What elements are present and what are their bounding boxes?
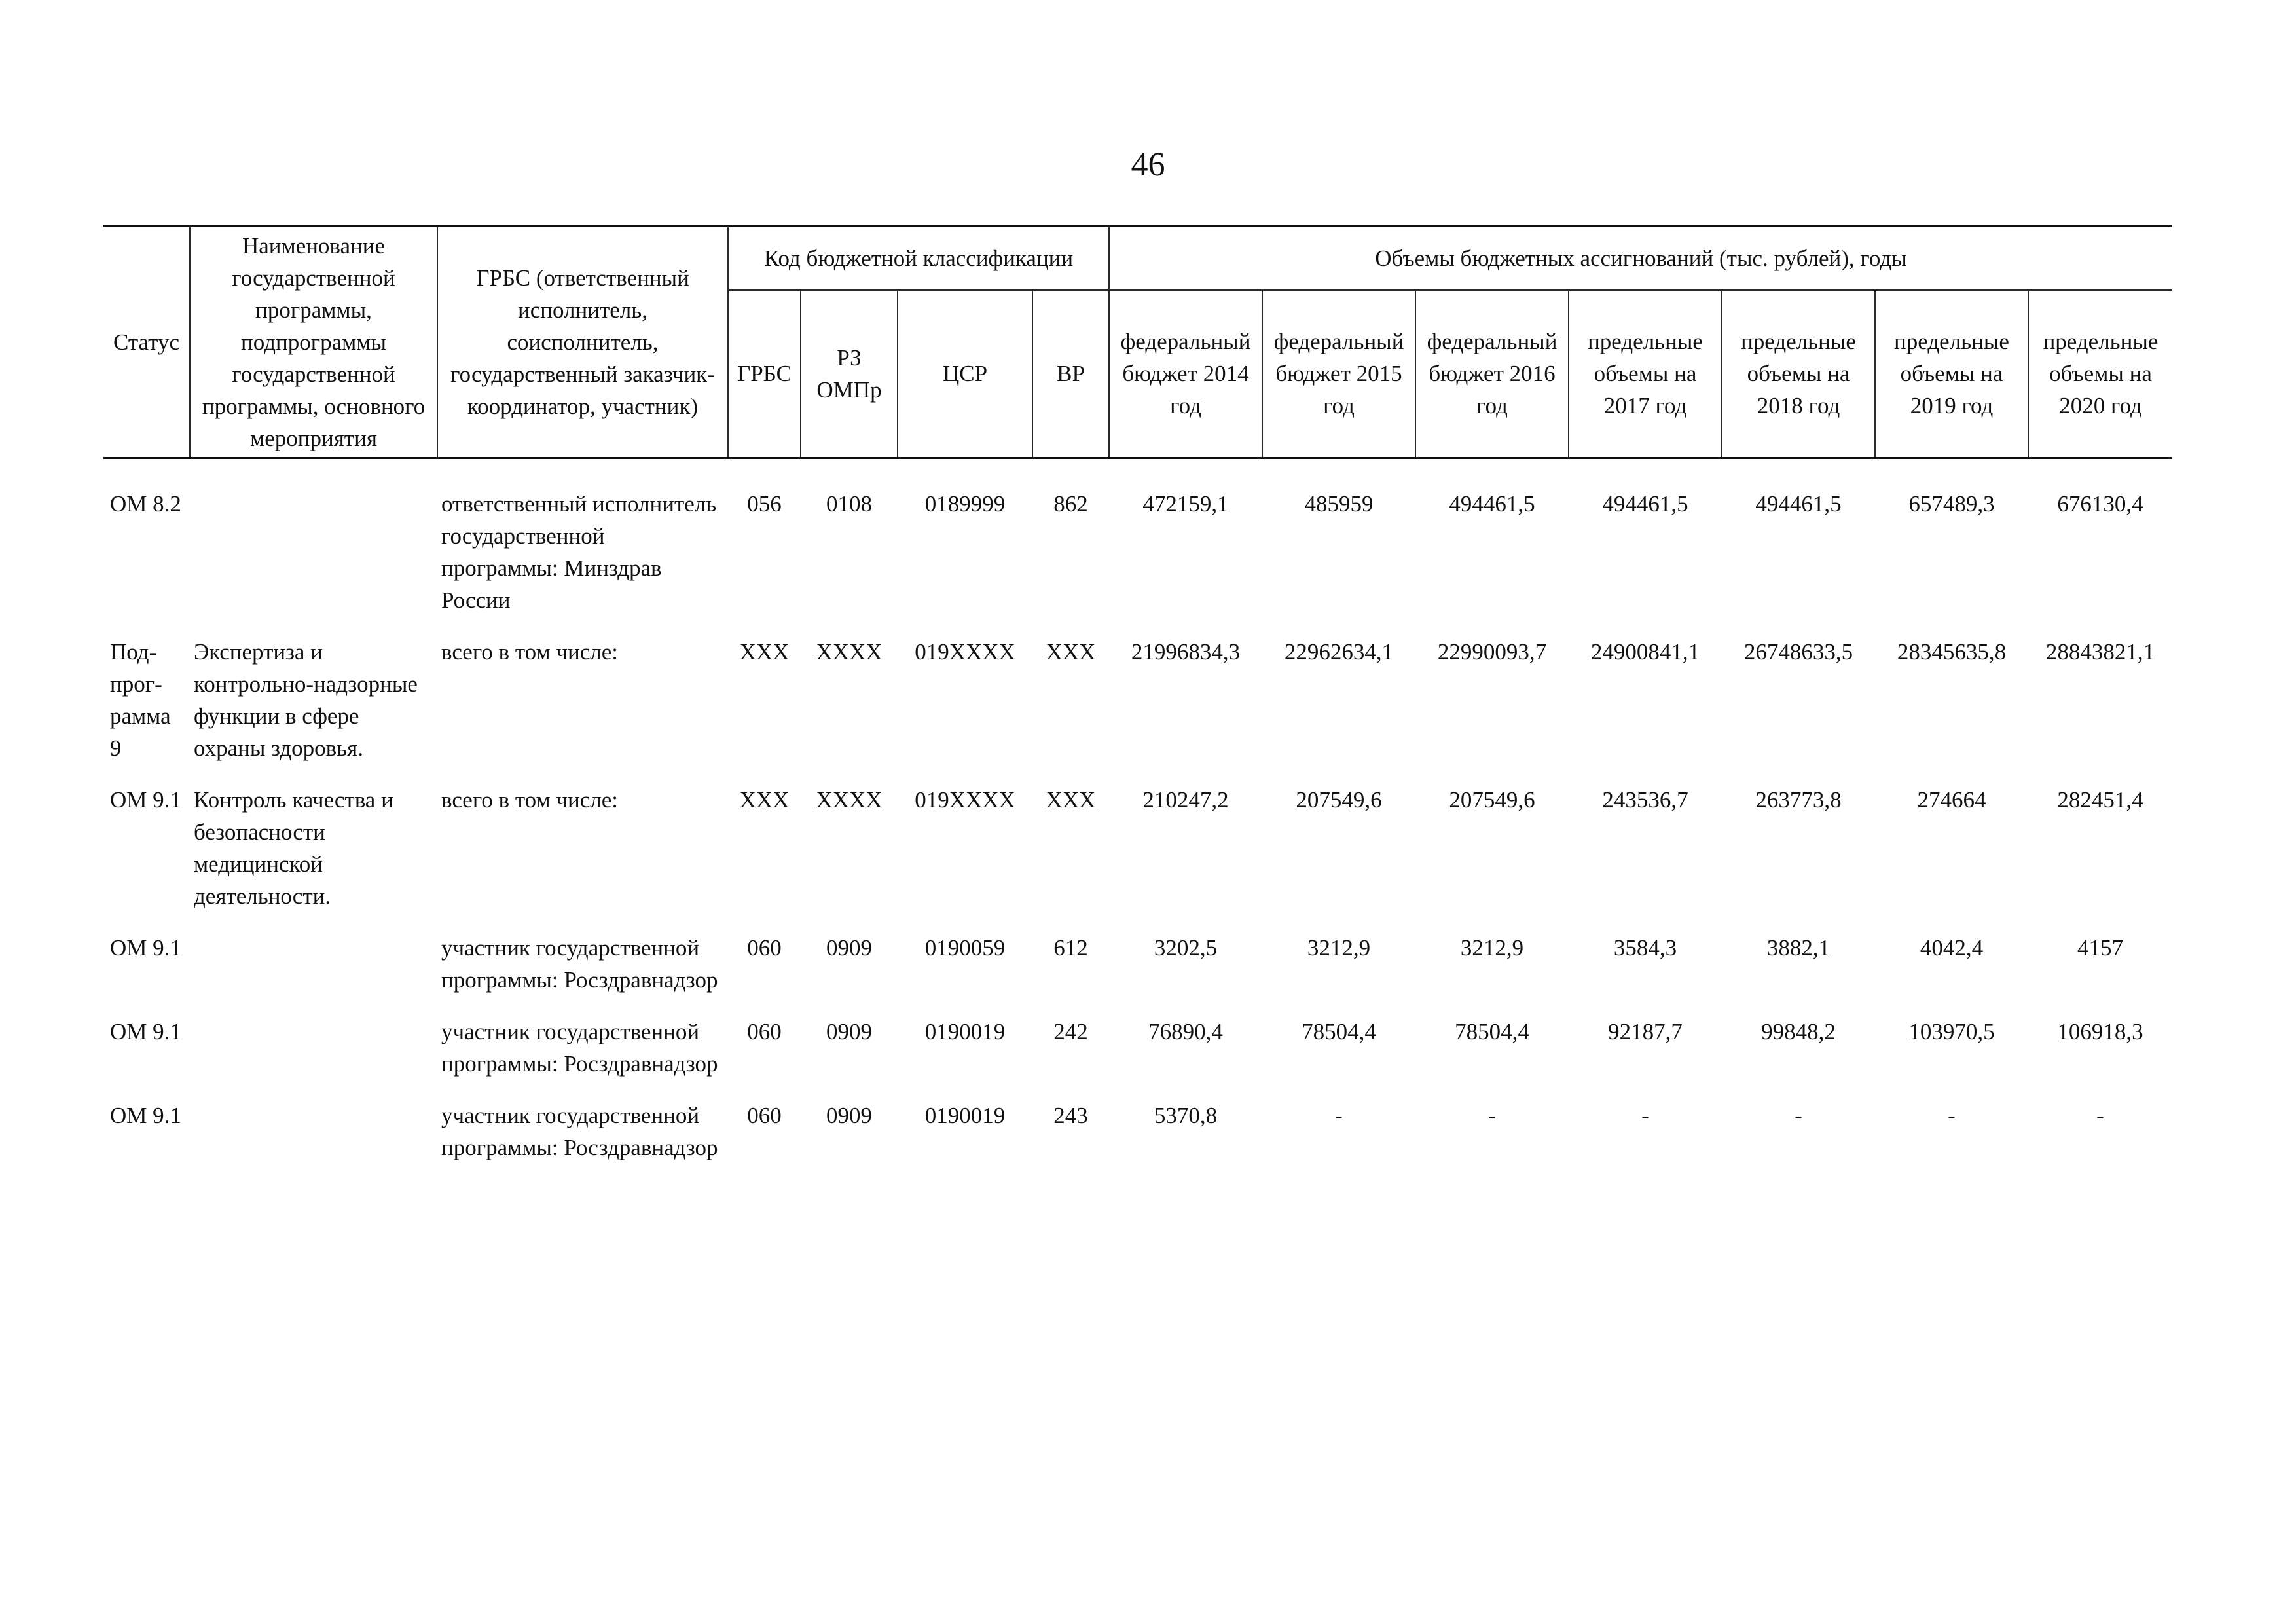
- table-row: [103, 636, 2172, 784]
- row-status: ОМ 8.2: [110, 491, 181, 517]
- row-value-2016: 207549,6: [1449, 787, 1535, 813]
- row-grbs: 060: [747, 1103, 782, 1128]
- row-value-2014: 472159,1: [1142, 491, 1229, 517]
- row-value-2019: 103970,5: [1908, 1019, 1995, 1044]
- row-role: всего в том числе:: [441, 639, 618, 665]
- table-row: [103, 1099, 2172, 1183]
- row-name: [190, 1016, 437, 1099]
- row-status: ОМ 9.1: [110, 935, 181, 961]
- row-value-2016: 494461,5: [1449, 491, 1535, 517]
- table-header: [103, 227, 2172, 458]
- row-role: всего в том числе:: [441, 787, 618, 813]
- row-value-2020: 676130,4: [2057, 491, 2143, 517]
- row-value-2017: 494461,5: [1602, 491, 1688, 517]
- row-value-2019: 28345635,8: [1897, 639, 2007, 665]
- header-volumes-group: Объемы бюджетных ассигнований (тыс. рублей), годы: [1109, 227, 2172, 290]
- row-value-2018: 263773,8: [1755, 787, 1842, 813]
- row-value-2014: 21996834,3: [1131, 639, 1241, 665]
- row-role: участник государственной программы: Росздравнадзор: [441, 1019, 718, 1077]
- table-row: [103, 932, 2172, 1016]
- table-row: [103, 784, 2172, 932]
- header-csr: ЦСР: [898, 290, 1032, 458]
- row-value-2020: -: [2096, 1103, 2104, 1128]
- row-vr: ХХХ: [1046, 787, 1096, 813]
- header-2015: федеральный бюджет 2015 год: [1262, 290, 1415, 458]
- row-value-2017: -: [1641, 1103, 1649, 1128]
- row-status: ОМ 9.1: [110, 1019, 181, 1044]
- row-value-2017: 3584,3: [1613, 935, 1677, 961]
- row-csr: 0189999: [924, 491, 1006, 517]
- row-rz: ХХХХ: [816, 787, 883, 813]
- row-vr: 243: [1053, 1103, 1088, 1128]
- row-rz: ХХХХ: [816, 639, 883, 665]
- row-rz: 0909: [826, 1103, 872, 1128]
- table-row: [103, 1016, 2172, 1099]
- header-2018: предельные объемы на 2018 год: [1722, 290, 1875, 458]
- row-value-2015: -: [1335, 1103, 1343, 1128]
- row-csr: 019ХХХХ: [915, 639, 1015, 665]
- row-value-2015: 207549,6: [1296, 787, 1382, 813]
- header-grbs: ГРБС: [728, 290, 801, 458]
- row-value-2015: 3212,9: [1307, 935, 1371, 961]
- row-csr: 0190059: [924, 935, 1006, 961]
- row-vr: 862: [1053, 491, 1088, 517]
- header-grbs-role: ГРБС (ответственный исполнитель, соисполнитель, государственный заказчик-координатор, участник): [437, 227, 728, 458]
- row-vr: 242: [1053, 1019, 1088, 1044]
- row-name: [190, 932, 437, 1016]
- header-status: Статус: [103, 227, 190, 458]
- row-value-2020: 28843821,1: [2045, 639, 2155, 665]
- row-value-2014: 3202,5: [1154, 935, 1218, 961]
- row-csr: 0190019: [924, 1019, 1006, 1044]
- header-2014: федеральный бюджет 2014 год: [1109, 290, 1262, 458]
- row-value-2018: 99848,2: [1761, 1019, 1836, 1044]
- row-value-2020: 4157: [2077, 935, 2123, 961]
- row-value-2019: -: [1948, 1103, 1956, 1128]
- header-budget-code-group: Код бюджетной классификации: [728, 227, 1109, 290]
- row-value-2019: 4042,4: [1920, 935, 1984, 961]
- row-status: Под-прог-рамма 9: [110, 639, 171, 761]
- row-role: участник государственной программы: Росздравнадзор: [441, 1103, 718, 1160]
- row-name: Экспертиза и контрольно-надзорные функции в сфере охраны здоровья.: [194, 639, 418, 761]
- row-vr: ХХХ: [1046, 639, 1096, 665]
- row-value-2017: 243536,7: [1602, 787, 1688, 813]
- row-value-2018: -: [1795, 1103, 1802, 1128]
- row-value-2017: 92187,7: [1608, 1019, 1683, 1044]
- row-value-2019: 657489,3: [1908, 491, 1995, 517]
- table-row: [103, 458, 2172, 637]
- row-value-2018: 26748633,5: [1743, 639, 1853, 665]
- row-value-2014: 5370,8: [1154, 1103, 1218, 1128]
- row-value-2020: 282451,4: [2057, 787, 2143, 813]
- row-value-2017: 24900841,1: [1590, 639, 1700, 665]
- row-value-2015: 78504,4: [1302, 1019, 1376, 1044]
- header-2016: федеральный бюджет 2016 год: [1415, 290, 1569, 458]
- row-name: [190, 458, 437, 637]
- row-grbs: 056: [747, 491, 782, 517]
- row-grbs: 060: [747, 935, 782, 961]
- row-role: ответственный исполнитель государственной программы: Минздрав России: [441, 491, 717, 613]
- row-csr: 019ХХХХ: [915, 787, 1015, 813]
- row-value-2015: 22962634,1: [1284, 639, 1394, 665]
- row-vr: 612: [1053, 935, 1088, 961]
- row-value-2016: 3212,9: [1460, 935, 1524, 961]
- header-rz: РЗ ОМПр: [801, 290, 898, 458]
- row-value-2018: 494461,5: [1755, 491, 1842, 517]
- table-body: [103, 458, 2172, 1184]
- row-value-2019: 274664: [1917, 787, 1986, 813]
- row-value-2020: 106918,3: [2057, 1019, 2143, 1044]
- row-status: ОМ 9.1: [110, 1103, 181, 1128]
- row-grbs: ХХХ: [739, 787, 790, 813]
- row-value-2016: 22990093,7: [1437, 639, 1547, 665]
- page-number: 46: [1131, 146, 1165, 183]
- header-name: Наименование государственной программы, подпрограммы государственной программы, основного мероприятия: [190, 227, 437, 458]
- header-vr: ВР: [1032, 290, 1109, 458]
- row-grbs: 060: [747, 1019, 782, 1044]
- row-value-2014: 210247,2: [1142, 787, 1229, 813]
- row-value-2018: 3882,1: [1766, 935, 1831, 961]
- header-2017: предельные объемы на 2017 год: [1569, 290, 1722, 458]
- header-2019: предельные объемы на 2019 год: [1875, 290, 2028, 458]
- row-name: Контроль качества и безопасности медицинской деятельности.: [194, 787, 393, 909]
- row-rz: 0909: [826, 1019, 872, 1044]
- budget-table: [103, 225, 2172, 1183]
- row-value-2016: 78504,4: [1455, 1019, 1529, 1044]
- row-value-2016: -: [1488, 1103, 1496, 1128]
- row-rz: 0108: [826, 491, 872, 517]
- row-rz: 0909: [826, 935, 872, 961]
- header-2020: предельные объемы на 2020 год: [2028, 290, 2172, 458]
- row-value-2015: 485959: [1304, 491, 1374, 517]
- row-name: [190, 1099, 437, 1183]
- row-value-2014: 76890,4: [1148, 1019, 1223, 1044]
- row-role: участник государственной программы: Росздравнадзор: [441, 935, 718, 993]
- row-grbs: ХХХ: [739, 639, 790, 665]
- row-status: ОМ 9.1: [110, 787, 181, 813]
- row-csr: 0190019: [924, 1103, 1006, 1128]
